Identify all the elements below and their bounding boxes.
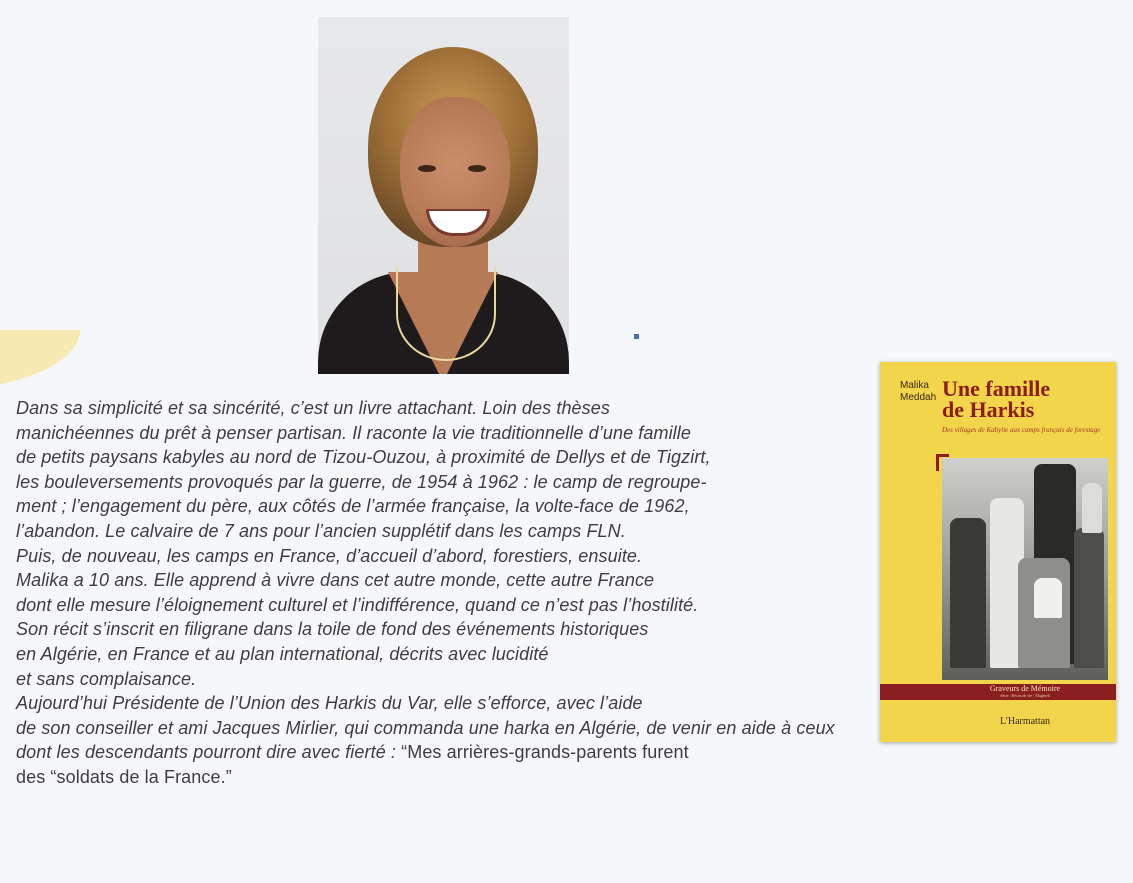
text-line: ment ; l’engagement du père, aux côtés de l’armée française, la volte-face de 1962,	[16, 496, 690, 517]
portrait-necklace	[396, 267, 496, 361]
text-line: de petits paysans kabyles au nord de Tizou-Ouzou, à proximité de Dellys et de Tigzirt,	[16, 447, 711, 468]
text-line-italic-part: dont les descendants pourront dire avec fierté :	[16, 742, 402, 763]
photo-figure	[1074, 528, 1104, 668]
quote-final-line: des “soldats de la France.”	[16, 766, 232, 787]
text-line: Son récit s’inscrit en filigrane dans la toile de fond des événements historiques	[16, 619, 649, 640]
text-line: de son conseiller et ami Jacques Mirlier, qui commanda une harka en Algérie, de venir en aide à ceux	[16, 717, 835, 738]
review-text	[16, 396, 1026, 790]
text-line: Dans sa simplicité et sa sincérité, c’est un livre attachant. Loin des thèses	[16, 398, 610, 418]
text-line: Aujourd’hui Présidente de l’Union des Harkis du Var, elle s’efforce, avec l’aide	[16, 693, 643, 714]
book-subtitle: Des villages de Kabylie aux camps français de forestage	[942, 426, 1101, 434]
photo-baby	[1034, 578, 1062, 618]
book-title-line2: de Harkis	[942, 397, 1035, 422]
text-line-quote	[16, 740, 1026, 765]
text-line: en Algérie, en France et au plan international, décrits avec lucidité	[16, 643, 549, 664]
portrait-eye-left	[418, 165, 436, 172]
book-series-sub: Série : Récits de vie / Maghreb	[1000, 693, 1050, 698]
photo-figure	[1082, 483, 1102, 533]
text-line: dont elle mesure l’éloignement culturel et l’indifférence, quand ce n’est pas l’hostilité.	[16, 594, 699, 615]
quote-text: “Mes arrières-grands-parents furent	[401, 742, 689, 763]
author-portrait	[318, 17, 569, 374]
book-author-first: Malika	[900, 380, 929, 391]
decorative-swoosh	[0, 330, 80, 390]
text-line: Puis, de nouveau, les camps en France, d’accueil d’abord, forestiers, ensuite.	[16, 545, 643, 566]
portrait-eye-right	[468, 165, 486, 172]
book-series: Graveurs de Mémoire	[989, 684, 1061, 693]
text-line: et sans complaisance.	[16, 668, 197, 689]
text-line: les bouleversements provoqués par la guerre, de 1954 à 1962 : le camp de regroupe-	[16, 471, 707, 492]
book-title-line1: Une famille	[942, 376, 1051, 401]
text-line: Malika a 10 ans. Elle apprend à vivre dans cet autre monde, cette autre France	[16, 570, 655, 591]
text-line: manichéennes du prêt à penser partisan. Il raconte la vie traditionnelle d’une famille	[16, 422, 691, 443]
book-publisher: L'Harmattan	[999, 716, 1051, 727]
text-line: l’abandon. Le calvaire de 7 ans pour l’ancien supplétif dans les camps FLN.	[16, 520, 626, 541]
book-author-last: Meddah	[900, 392, 937, 403]
decorative-dot	[634, 334, 639, 339]
